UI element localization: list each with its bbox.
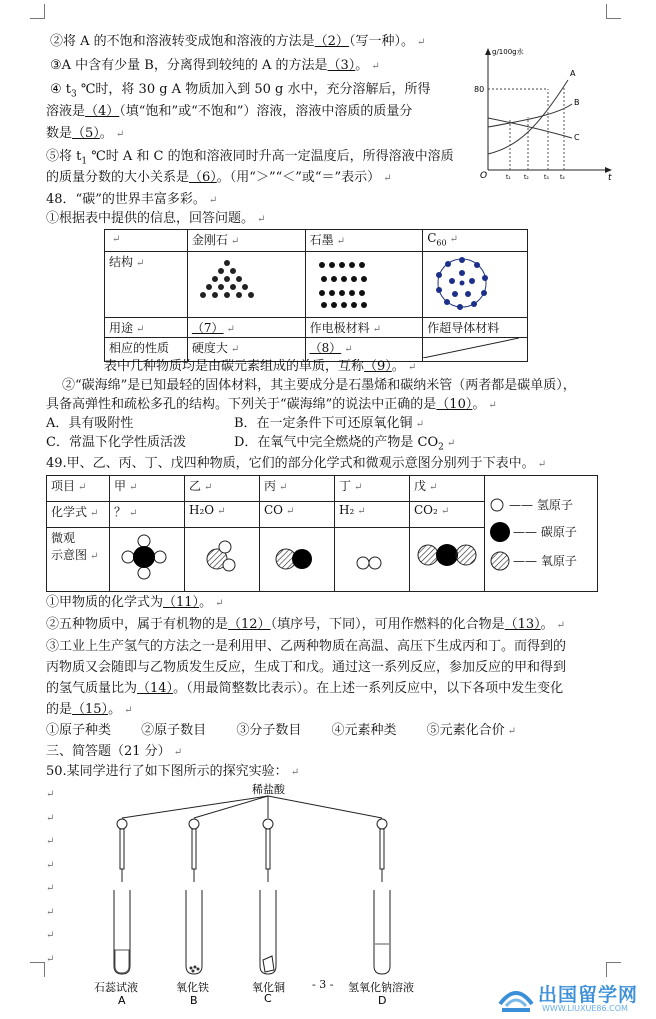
carbon-table: ↵ 金刚石 ↵ 石墨 ↵ $C_{60}$ ↵ 结构 ↵ 用途 ↵ （7） ↵ 作电极材料 ↵ 作超导体材料 相应的性质 硬度大 ↵ （8） ↵ <box>104 229 528 362</box>
q48-option-c: C．常温下化学性质活泼 <box>46 435 186 450</box>
solubility-graph <box>468 42 618 182</box>
tick-t3: t₃ <box>544 174 549 181</box>
watermark-logo <box>496 980 536 1016</box>
q47-line-2: ②将 A 的不饱和溶液转变成饱和溶液的方法是（2）（写一种）。 ↵ <box>50 34 426 49</box>
blank-4: （4） <box>85 104 120 119</box>
graph-origin: O <box>480 171 488 181</box>
solid-b <box>190 966 200 973</box>
blank-6: （6） <box>189 170 217 185</box>
legend-oxygen-atom <box>489 550 511 572</box>
molecule-table: 项目 ↵ 甲 ↵ 乙 ↵ 丙 ↵ 丁 ↵ 戊 ↵ —— 氢原子 —— 碳原子 —— 氧原子 化学式 ↵ ？ ↵ H₂O ↵ CO ↵ H₂ ↵ CO₂ ↵ 微观 示意图 ↵ <box>46 475 598 592</box>
curve-c-label: C <box>574 133 580 142</box>
experiment-diagram <box>80 778 440 1008</box>
curve-b <box>488 104 572 127</box>
q48-intro: ①根据表中提供的信息，回答问题。 ↵ <box>46 211 266 226</box>
graph-xlabel: t <box>608 173 612 182</box>
section-3-heading: 三、简答题（21 分） ↵ <box>46 744 183 759</box>
q49-q1: ①甲物质的化学式为（11）。 ↵ <box>46 595 224 610</box>
legend-carbon-label: —— 碳原子 <box>513 525 577 539</box>
watermark-text: 出国留学网 <box>538 984 639 1006</box>
q48-option-d: D．在氧气中完全燃烧的产物是 $CO_2$ ↵ <box>234 435 456 453</box>
legend-hydrogen-atom <box>489 497 505 513</box>
graph-ylabel: g/100g水 <box>492 48 524 56</box>
dropper-a <box>117 819 127 882</box>
q47-line-7: ⑤将 $t_1$ ℃时 A 和 C 的饱和溶液同时升高一定温度后，所得溶液中溶质 <box>46 149 454 167</box>
blank-10: （10） <box>436 397 473 412</box>
tube-a-label: 石蕊试液 <box>94 981 138 994</box>
crop-mark <box>30 4 45 19</box>
molecule-jia-ch4 <box>114 529 174 585</box>
q48-p2a: ②“碳海绵”是已知最轻的固体材料，其主要成分是石墨烯和碳纳米管（两者都是碳单质）， <box>62 378 576 393</box>
graph-80: 80 <box>474 85 485 94</box>
q47-line-5: 溶液是（4）（填“饱和”或“不饱和”）溶液，溶液中溶质的质量分 <box>46 104 413 119</box>
tube-d-letter: D <box>378 994 387 1007</box>
q49-q3-line4: 的是（15）。 ↵ <box>46 702 133 717</box>
tube-b-letter: B <box>190 994 198 1007</box>
blank-13: （13） <box>504 617 541 632</box>
graphite-structure-image <box>310 253 380 313</box>
q49-options: ①原子种类 ②原子数目 ③分子数目 ④元素种类 ⑤元素化合价 ↵ <box>46 723 517 738</box>
crop-mark <box>606 962 621 977</box>
test-tube-a <box>114 890 130 974</box>
q48-option-a: A．具有吸附性 <box>46 416 134 431</box>
tube-a-letter: A <box>118 994 126 1007</box>
dropper-d <box>377 819 387 882</box>
curve-c <box>488 118 572 138</box>
q49-title: 49.甲、乙、丙、丁、戊四种物质，它们的部分化学式和微观示意图分别列于下表中。 ↵ <box>46 456 547 471</box>
diamond-structure-image <box>192 253 262 313</box>
q49-q2: ②五种物质中，属于有机物的是（12）（填序号，下同），可用作燃料的化合物是（13）。 ↵ <box>46 617 566 632</box>
q48-p2b: 具备高弹性和疏松多孔的结构。下列关于“碳海绵”的说法中正确的是（10）。 ↵ <box>46 397 497 412</box>
tick-t1: t₁ <box>506 174 511 181</box>
blank-2: （2） <box>314 34 349 49</box>
q48-option-b: B．在一定条件下可还原氧化铜 ↵ <box>234 416 424 431</box>
q47-line-3: ③A 中含有少量 B，分离得到较纯的 A 的方法是（3）。 ↵ <box>50 58 380 73</box>
legend-carbon-atom <box>489 521 511 543</box>
dropper-b <box>189 819 199 882</box>
blank-8: （8） <box>309 341 342 355</box>
legend-hydrogen-label: —— 氢原子 <box>509 498 573 512</box>
watermark <box>496 980 654 1016</box>
tick-t2: t₂ <box>524 174 529 181</box>
q47-line-4: ④ $t_3$ ℃时，将 30 g A 物质加入到 50 g 水中，充分溶解后，所得 <box>50 82 431 100</box>
curve-b-label: B <box>574 98 580 107</box>
test-tube-b <box>186 890 202 974</box>
q49-q3-line2: 丙物质又会随即与乙物质发生反应，生成丁和戊。通过这一系列反应，参加反应的甲和得到 <box>46 660 567 675</box>
test-tube-d <box>374 890 390 974</box>
liquid-a <box>115 950 129 973</box>
diagonal-slash <box>423 338 519 358</box>
tube-d-label: 氢氧化钠溶液 <box>348 981 414 994</box>
tube-c-label: 氧化铜 <box>252 981 285 994</box>
page-number: - 3 - <box>312 978 334 991</box>
molecule-wu-co2 <box>414 529 480 585</box>
blank-11: （11） <box>163 595 200 610</box>
dropper-c <box>263 819 273 882</box>
c60-structure-image <box>427 253 497 313</box>
q47-line-8: 的质量分数的大小关系是（6）。（用“＞”“＜”或“＝”表示） ↵ <box>46 170 392 185</box>
crop-mark <box>606 4 621 19</box>
q49-q3-line1: ③工业上生产氢气的方法之一是利用甲、乙两种物质在高温、高压下生成丙和丁。而得到的 <box>46 639 567 654</box>
blank-7: （7） <box>191 321 224 335</box>
blank-14: （14） <box>137 681 174 696</box>
q47-line-6: 数是（5）。 ↵ <box>46 126 125 141</box>
curve-a-label: A <box>570 69 576 78</box>
blank-3: （3） <box>327 58 356 73</box>
tube-b-label: 氧化铁 <box>176 981 209 994</box>
blank-12: （12） <box>228 617 271 632</box>
q48-title: 48．“碳”的世界丰富多彩。 ↵ <box>46 192 218 207</box>
q50-title: 50.某同学进行了如下图所示的探究实验： ↵ <box>46 764 300 779</box>
blank-9: （9） <box>364 359 392 374</box>
blank-15: （15） <box>72 702 109 717</box>
solid-c <box>263 956 274 972</box>
legend-oxygen-label: —— 氧原子 <box>513 554 577 568</box>
blank-5: （5） <box>72 126 100 141</box>
tick-t4: t₄ <box>560 174 565 181</box>
crop-mark <box>30 962 45 977</box>
q48-after-table: 表中几种物质均是由碳元素组成的单质，互称（9）。 ↵ <box>104 359 417 374</box>
q49-q3-line3: 的氢气质量比为（14）。（用最简整数比表示）。在上述一系列反应中，以下各项中发生变化 <box>46 681 564 696</box>
watermark-url: WWW.LIUXUE86.COM <box>542 1004 628 1013</box>
tube-c-letter: C <box>264 992 272 1005</box>
molecule-yi-h2o <box>189 529 249 585</box>
label-acid: 稀盐酸 <box>252 783 285 796</box>
paragraph-marks: ↵ ↵ ↵ ↵ ↵ ↵ ↵ ↵ <box>46 789 55 965</box>
molecule-bing-co <box>264 529 324 585</box>
molecule-ding-h2 <box>339 529 399 585</box>
